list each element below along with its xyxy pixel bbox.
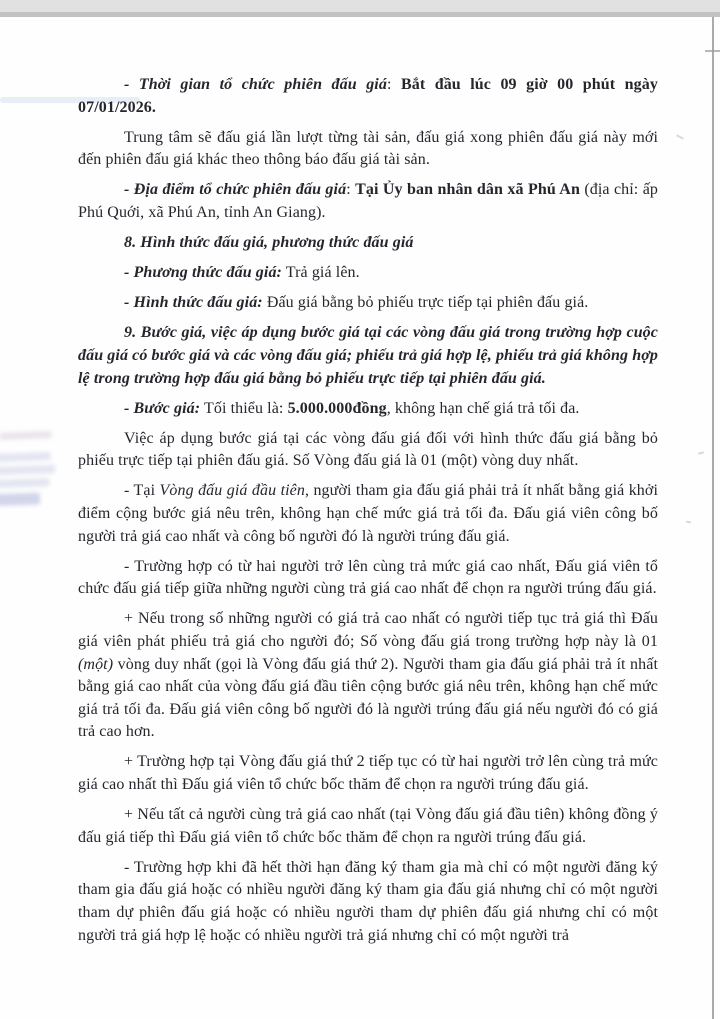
document-body	[78, 74, 658, 955]
text-run: - Tại	[124, 482, 160, 500]
text-run: :	[346, 181, 356, 199]
scan-tick-mark	[705, 50, 720, 52]
text-run: Việc áp dụng bước giá tại các vòng đấu giá đối với hình thức đấu giá bằng bỏ phiếu trực tiếp tại phiên đấu giá. Số Vòng đấu giá là 01 (một) vòng duy nhất.	[78, 429, 658, 470]
paragraph	[78, 74, 658, 119]
scan-edge-top-strip	[0, 0, 720, 12]
text-run: Trả giá lên.	[281, 264, 360, 282]
text-run: 9. Bước giá, việc áp dụng bước giá tại các vòng đấu giá trong trường hợp cuộc đấu giá có bước giá và các vòng đấu giá; phiếu trả giá hợp lệ, phiếu trả giá không hợp lệ trong trường hợp đấu giá bằng bỏ phiếu trực tiếp tại phiên đấu giá.	[78, 324, 658, 387]
text-run: , người tham gia đấu giá phải trả ít nhất bằng giá khởi điểm cộng bước giá nêu trên, không hạn chế mức giá trả tối đa. Đấu giá viên công bố người trả giá cao nhất và công bố người đó là người trúng đấu giá.	[78, 482, 659, 545]
pencil-mark	[686, 521, 691, 524]
text-run: - Địa điểm tổ chức phiên đấu giá	[124, 181, 347, 199]
text-run: Tại Ủy ban nhân dân xã Phú An	[355, 181, 585, 199]
scan-edge-right-line	[712, 17, 714, 1019]
paragraph	[78, 292, 658, 315]
text-run: Tối thiểu là:	[200, 399, 288, 417]
paragraph	[78, 608, 658, 744]
stamp-bleedthrough-artifact	[0, 431, 60, 568]
paragraph	[78, 322, 658, 390]
paragraph	[78, 232, 658, 255]
text-run: (một)	[78, 655, 114, 673]
text-run: 8. Hình thức đấu giá, phương thức đấu giá	[124, 234, 414, 252]
text-run: Bắt đầu lúc 09 giờ 00 phút ngày 07/01/2026.	[78, 76, 658, 116]
text-run: 5.000.000đồng	[287, 399, 387, 417]
text-run: vòng duy nhất (gọi là Vòng đấu giá thứ 2). Người tham gia đấu giá phải trả ít nhất bằng giá cao nhất của vòng đấu giá đầu tiên cộng bước giá nêu trên, không hạn chế mức giá trả tối đa. Đấu giá viên công bố người đó là người trúng đấu giá nếu người đó có giá trả cao hơn.	[78, 655, 658, 741]
text-run: :	[386, 76, 401, 93]
pencil-mark	[698, 451, 704, 454]
pencil-mark	[676, 134, 684, 140]
paragraph	[78, 127, 658, 172]
paragraph	[78, 262, 658, 285]
paragraph	[78, 751, 658, 796]
text-run: - Phương thức đấu giá:	[124, 264, 282, 282]
text-run: , không hạn chế giá trả tối đa.	[386, 399, 580, 417]
text-run: - Hình thức đấu giá:	[124, 294, 263, 312]
scan-edge-top-line	[0, 12, 720, 17]
text-run: (địa chỉ: ấp Phú Quới, xã Phú An, tỉnh An Giang).	[78, 181, 659, 221]
text-run: + Nếu trong số những người có giá trả cao nhất có người tiếp tục trả giá thì Đấu giá viên phát phiếu trả giá cho người đó; Số vòng đấu giá trong trường hợp này là 01	[78, 610, 658, 650]
paragraph	[78, 428, 658, 473]
paragraph	[78, 556, 658, 601]
text-run: + Nếu tất cả người cùng trả giá cao nhất (tại Vòng đấu giá đầu tiên) không đồng ý đấu giá tiếp thì Đấu giá viên tổ chức bốc thăm để chọn ra người trúng đấu giá.	[78, 806, 658, 846]
text-run: Trung tâm sẽ đấu giá lần lượt từng tài sản, đấu giá xong phiên đấu giá này mới đến phiên đấu giá khác theo thông báo đấu giá tài sản.	[78, 128, 658, 169]
text-run: - Bước giá:	[124, 399, 201, 417]
text-run: - Trường hợp khi đã hết thời hạn đăng ký tham gia mà chỉ có một người đăng ký tham gia đấu giá hoặc có nhiều người đăng ký tham gia đấu giá nhưng chỉ có một người tham dự phiên đấu giá hoặc có nhiều người tham dự phiên đấu giá nhưng chỉ có một người trả giá hợp lệ hoặc có nhiều người trả giá nhưng chỉ có một người trả	[78, 858, 658, 944]
text-run: Vòng đấu giá đầu tiên	[159, 482, 305, 500]
text-run: - Thời gian tổ chức phiên đấu giá	[124, 76, 387, 93]
paragraph	[78, 398, 658, 421]
paragraph	[78, 179, 658, 224]
text-run: Đấu giá bằng bỏ phiếu trực tiếp tại phiên đấu giá.	[262, 294, 589, 312]
text-run: + Trường hợp tại Vòng đấu giá thứ 2 tiếp tục có từ hai người trở lên cùng trả mức giá cao nhất thì Đấu giá viên tổ chức bốc thăm để chọn ra người trúng đấu giá.	[78, 753, 658, 794]
paragraph	[78, 480, 658, 548]
paragraph	[78, 857, 658, 947]
paragraph	[78, 804, 658, 849]
text-run: - Trường hợp có từ hai người trở lên cùng trả mức giá cao nhất, Đấu giá viên tổ chức đấu giá tiếp giữa những người cùng trả giá cao nhất để chọn ra người trúng đấu giá.	[78, 557, 658, 598]
